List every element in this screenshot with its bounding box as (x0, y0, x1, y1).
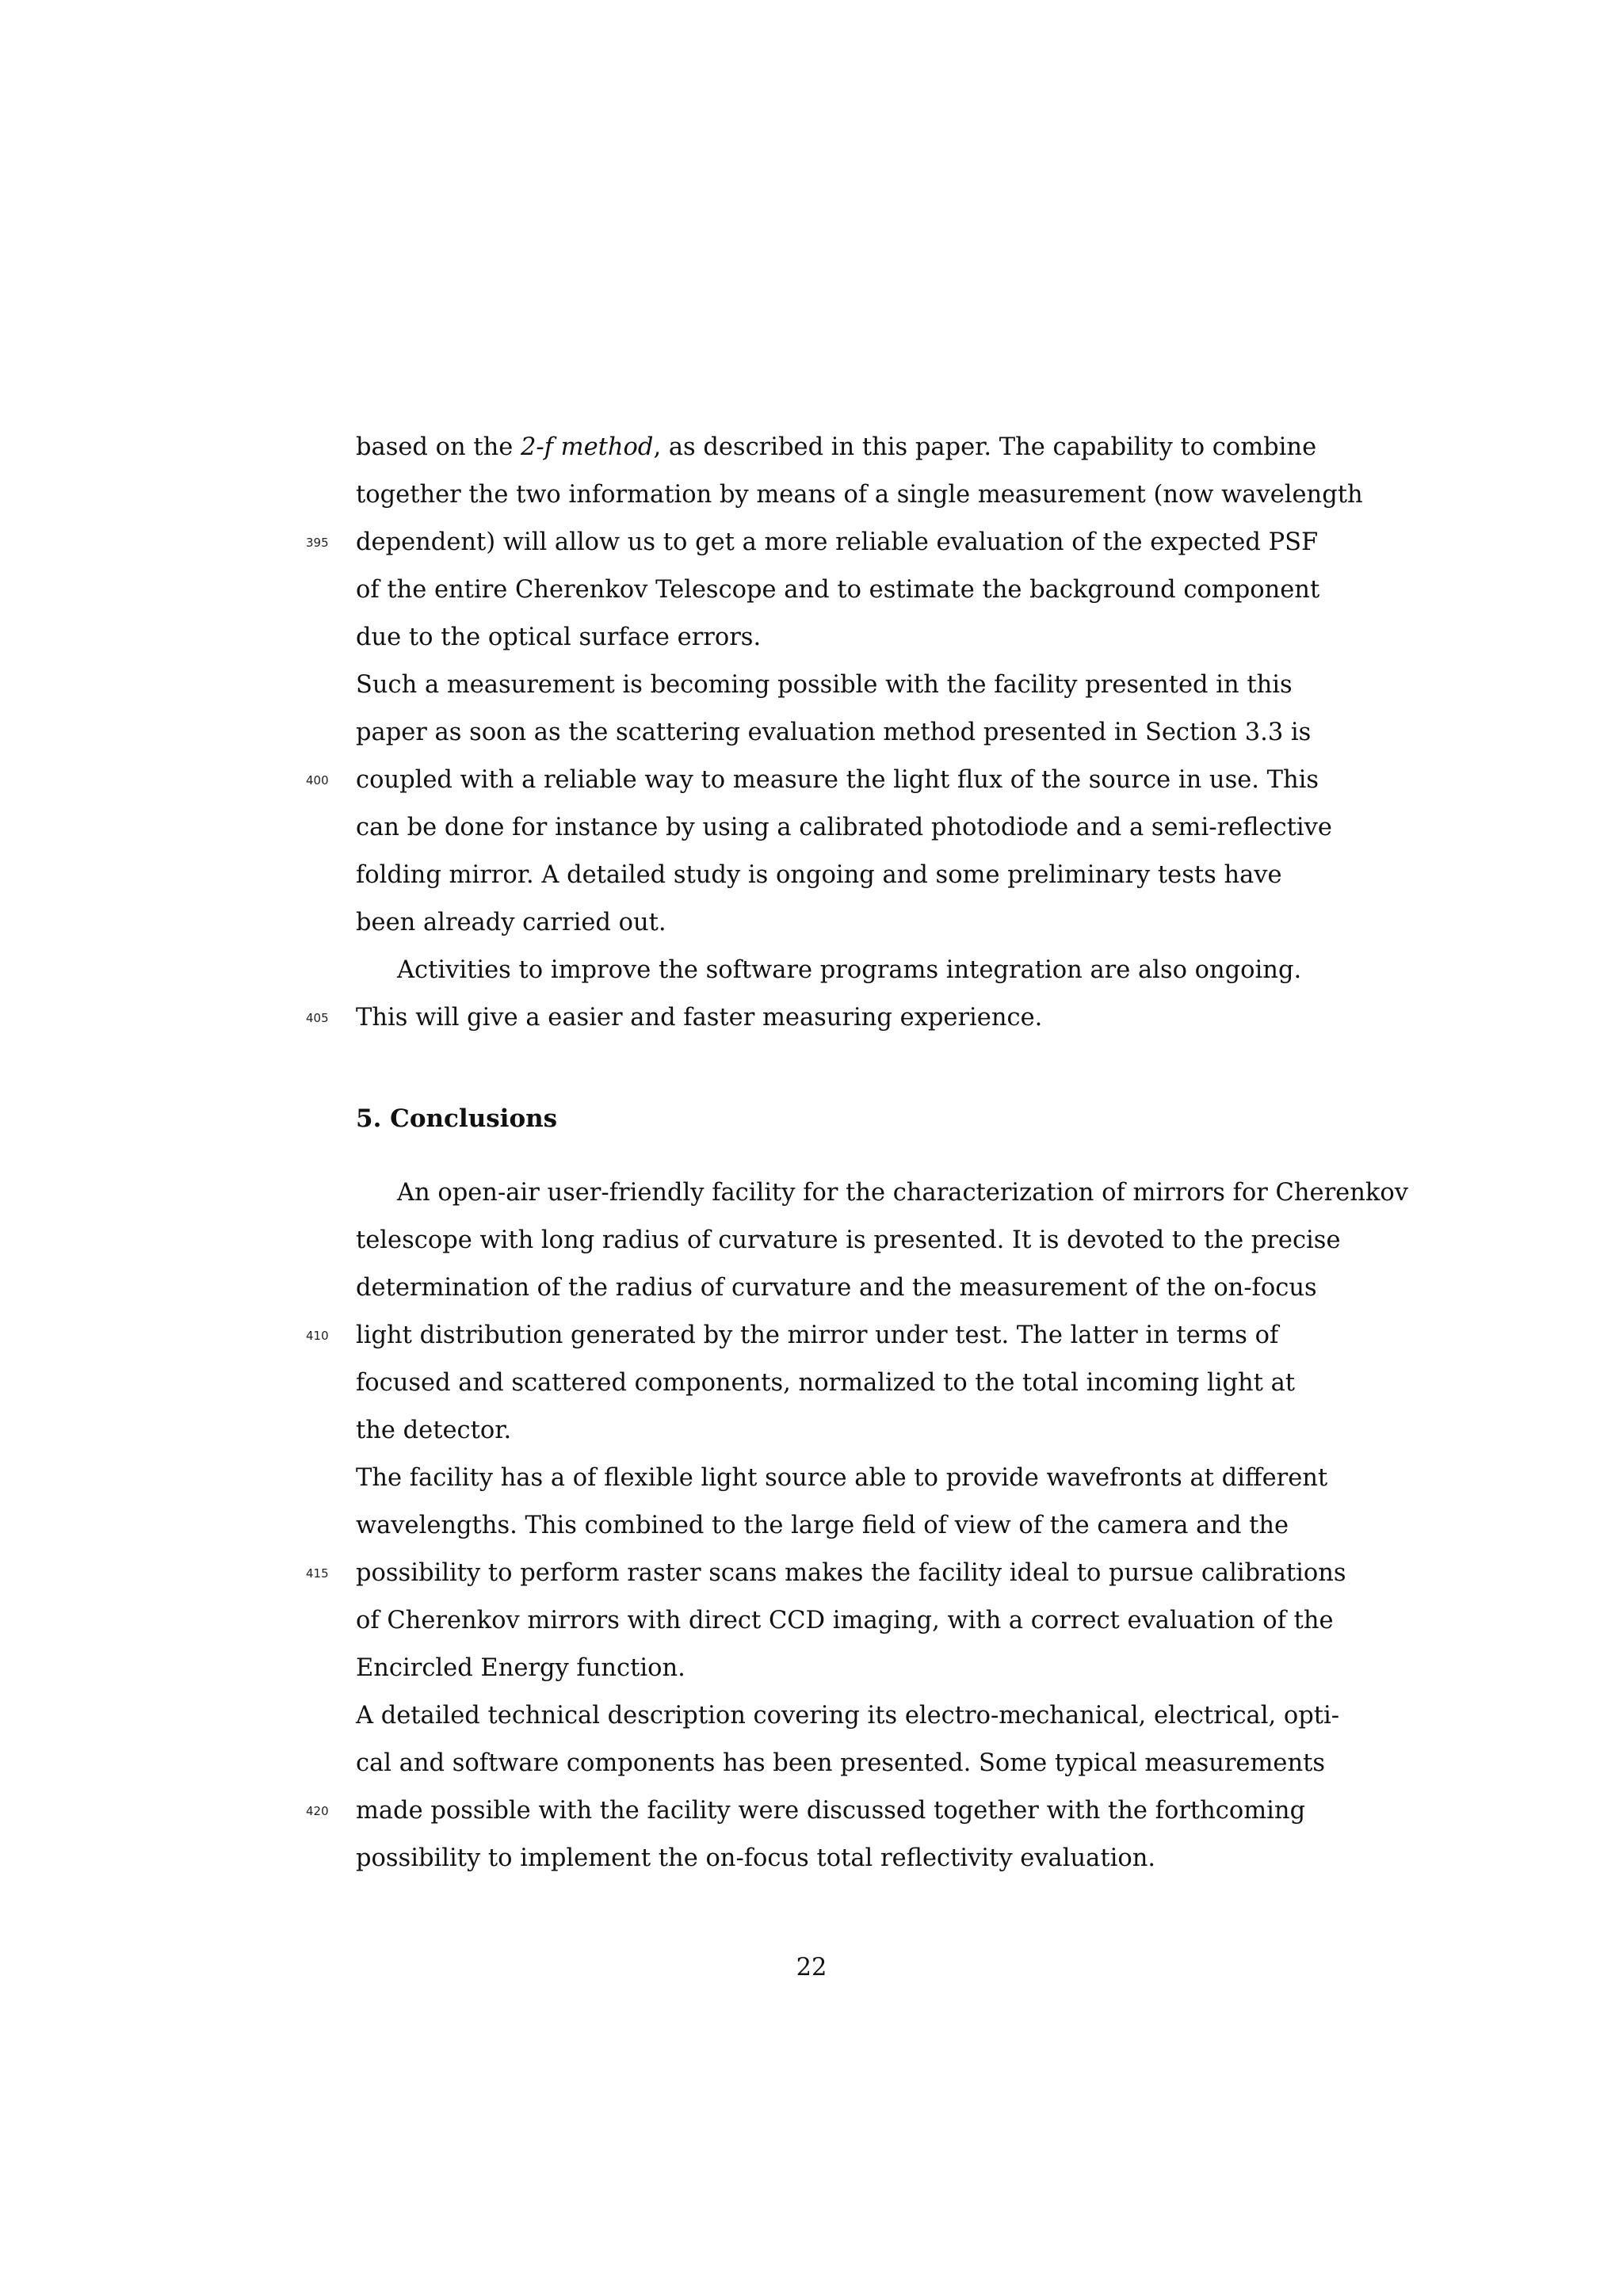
text-line: made possible with the facility were discussed together with the forthcoming (356, 1797, 1306, 1825)
text-line: Activities to improve the software programs integration are also ongoing. (397, 956, 1302, 984)
text-line: Such a measurement is becoming possible with the facility presented in this (356, 671, 1293, 699)
section-heading: 5. Conclusions (356, 1104, 558, 1133)
line-number: 420 (306, 1804, 329, 1818)
text-line: The facility has a of flexible light source able to provide wavefronts at different (356, 1464, 1328, 1492)
text-line: paper as soon as the scattering evaluation method presented in Section 3.3 is (356, 719, 1312, 746)
text-line: This will give a easier and faster measuring experience. (356, 1004, 1043, 1032)
text-line: the detector. (356, 1417, 512, 1444)
text-line: dependent) will allow us to get a more reliable evaluation of the expected PSF (356, 528, 1319, 556)
text-line: determination of the radius of curvature and the measurement of the on-focus (356, 1274, 1317, 1302)
text-line: possibility to perform raster scans makes the facility ideal to pursue calibrations (356, 1559, 1346, 1587)
line-number: 400 (306, 773, 329, 788)
text-line: of Cherenkov mirrors with direct CCD imaging, with a correct evaluation of the (356, 1607, 1334, 1634)
text-line: A detailed technical description covering its electro-mechanical, electrical, opti- (356, 1702, 1340, 1730)
line-number: 410 (306, 1329, 329, 1343)
text-line: wavelengths. This combined to the large field of view of the camera and the (356, 1512, 1289, 1539)
text-span: based on the (356, 433, 521, 461)
text-line: of the entire Cherenkov Telescope and to estimate the background component (356, 576, 1320, 604)
page-number: 22 (796, 1954, 827, 1981)
text-line: cal and software components has been presented. Some typical measurements (356, 1749, 1325, 1777)
text-line: possibility to implement the on-focus total reflectivity evaluation. (356, 1844, 1156, 1872)
text-line: been already carried out. (356, 909, 666, 936)
text-span: , as described in this paper. The capability to combine (653, 433, 1317, 461)
text-line: folding mirror. A detailed study is ongoing and some preliminary tests have (356, 861, 1282, 889)
text-line: An open-air user-friendly facility for the characterization of mirrors for Cherenkov (397, 1179, 1408, 1207)
text-line (356, 424, 1317, 471)
text-line: coupled with a reliable way to measure the light flux of the source in use. This (356, 766, 1319, 794)
text-line: telescope with long radius of curvature is presented. It is devoted to the precise (356, 1226, 1341, 1254)
text-line: together the two information by means of a single measurement (now wavelength (356, 481, 1363, 509)
text-line: Encircled Energy function. (356, 1654, 685, 1682)
text-line: focused and scattered components, normalized to the total incoming light at (356, 1369, 1296, 1397)
emphasis-method: 2-f method (520, 433, 654, 461)
text-line: light distribution generated by the mirror under test. The latter in terms of (356, 1322, 1279, 1349)
line-number: 415 (306, 1566, 329, 1581)
line-number: 395 (306, 536, 329, 550)
text-line: can be done for instance by using a calibrated photodiode and a semi-reflective (356, 814, 1332, 841)
line-number: 405 (306, 1011, 329, 1025)
text-line: due to the optical surface errors. (356, 624, 762, 651)
